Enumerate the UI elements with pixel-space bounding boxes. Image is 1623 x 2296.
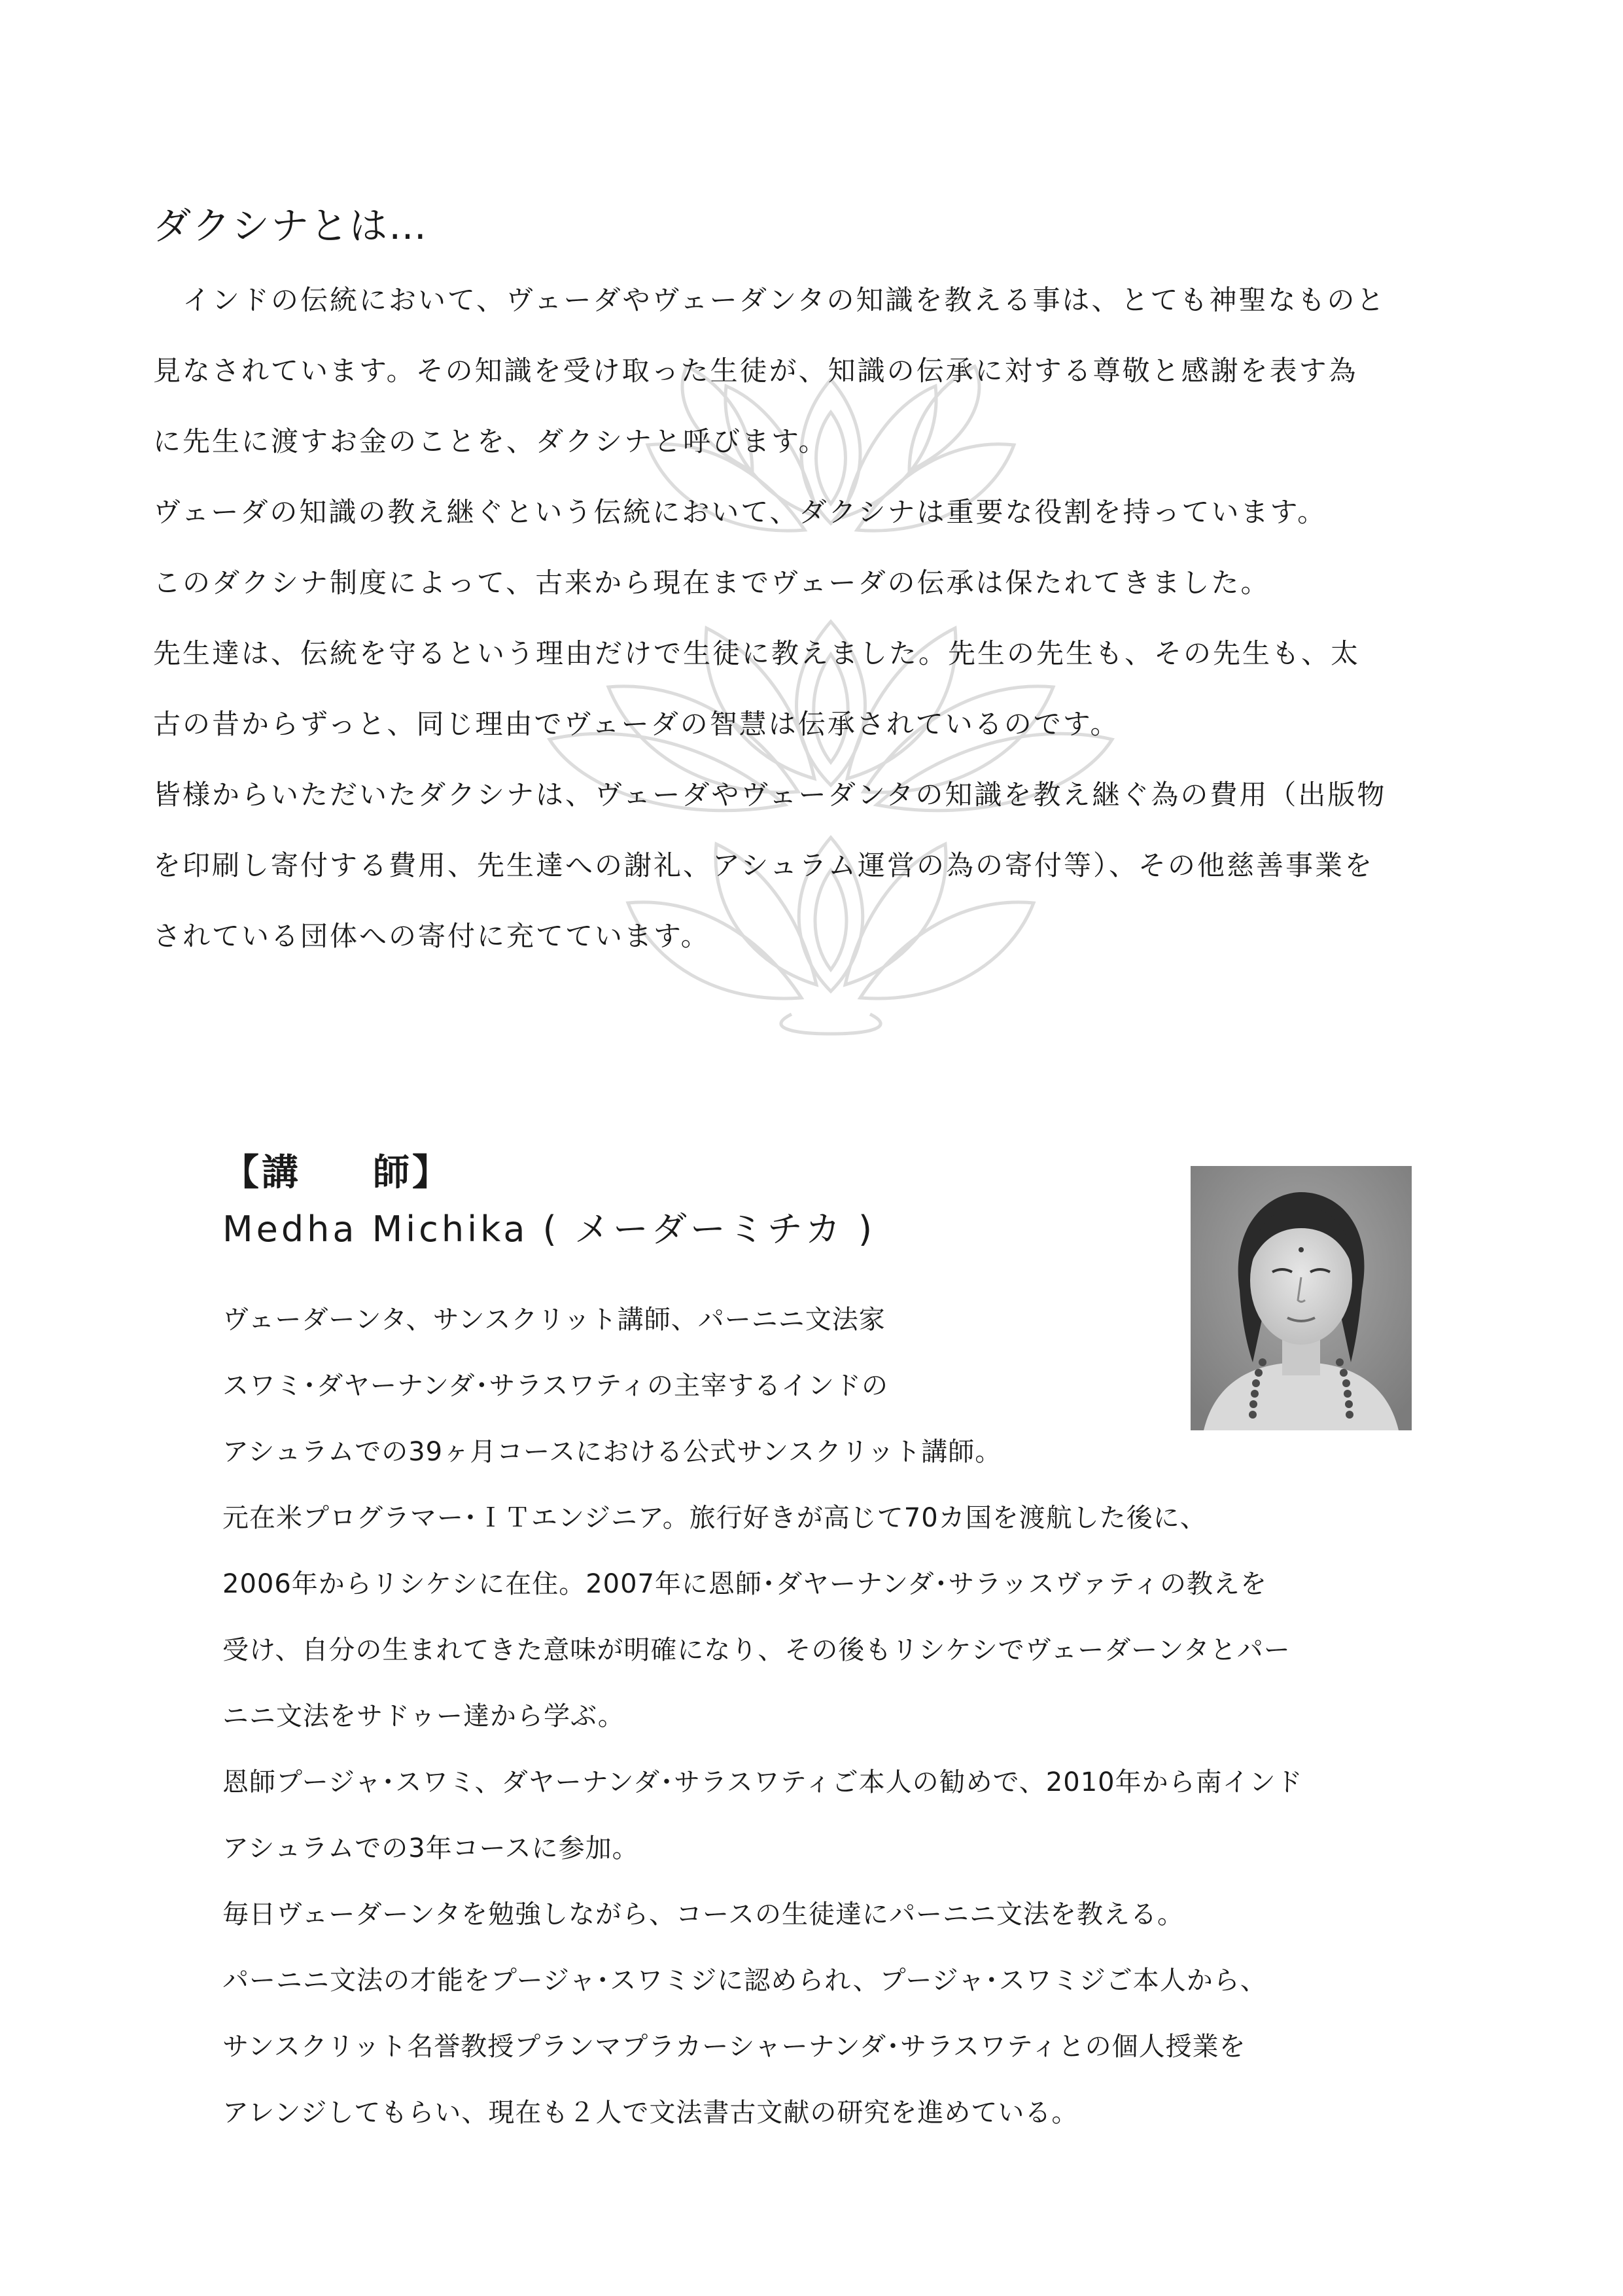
- bio-line: 恩師プージャ･スワミ、ダヤーナンダ･サラスワティご本人の勧めで、2010年から南インド: [222, 1767, 1303, 1797]
- dakshina-line: 先生達は、伝統を守るという理由だけで生徒に教えました。先生の先生も、その先生も、太: [153, 637, 1361, 669]
- portrait-icon: [1191, 1166, 1412, 1430]
- dakshina-body: [153, 265, 1488, 972]
- bio-line: サンスクリット名誉教授プランマプラカーシャーナンダ･サラスワティとの個人授業を: [222, 2032, 1246, 2062]
- dakshina-line: このダクシナ制度によって、古来から現在までヴェーダの伝承は保たれてきました。: [153, 567, 1270, 599]
- bio-line: 受け、自分の生まれてきた意味が明確になり、その後もリシケシでヴェーダーンタとパー: [222, 1635, 1291, 1665]
- bio-line: 毎日ヴェーダーンタを勉強しながら、コースの生徒達にパーニニ文法を教える。: [222, 1899, 1184, 1930]
- teacher-photo: [1191, 1166, 1412, 1430]
- dakshina-line: 見なされています。その知識を受け取った生徒が、知識の伝承に対する尊敬と感謝を表す為: [153, 355, 1358, 387]
- bio-line: パーニニ文法の才能をプージャ･スワミジに認められ、プージャ･スワミジご本人から、: [222, 1966, 1267, 1996]
- bio-line: スワミ･ダヤーナンダ･サラスワティの主宰するインドの: [222, 1371, 888, 1401]
- dakshina-line: を印刷し寄付する費用、先生達への謝礼、アシュラム運営の為の寄付等）、その他慈善事業を: [153, 849, 1374, 881]
- bio-line: ニニ文法をサドゥー達から学ぶ。: [222, 1701, 625, 1731]
- dakshina-line: に先生に渡すお金のことを、ダクシナと呼びます。: [153, 425, 828, 457]
- dakshina-line: ヴェーダの知識の教え継ぐという伝統において、ダクシナは重要な役割を持っています。: [153, 496, 1327, 528]
- dakshina-line: 古の昔からずっと、同じ理由でヴェーダの智慧は伝承されているのです。: [153, 708, 1120, 740]
- teacher-name: Medha Michika ( メーダーミチカ ): [222, 1209, 876, 1250]
- dakshina-line: 皆様からいただいたダクシナは、ヴェーダやヴェーダンタの知識を教え継ぐ為の費用（出版物: [153, 779, 1387, 811]
- bio-line: アシュラムでの3年コースに参加。: [222, 1833, 639, 1863]
- bio-line: 2006年からリシケシに在住。2007年に恩師･ダヤーナンダ･サラッスヴァティの教えを: [222, 1569, 1267, 1599]
- teacher-heading-close: 師】: [373, 1152, 451, 1194]
- bio-line: アシュラムでの39ヶ月コースにおける公式サンスクリット講師。: [222, 1437, 1002, 1467]
- bio-line: ヴェーダーンタ、サンスクリット講師、パーニニ文法家: [222, 1305, 886, 1335]
- bio-line: アレンジしてもらい、現在も２人で文法書古文献の研究を進めている。: [222, 2098, 1079, 2128]
- dakshina-line: されている団体への寄付に充てています。: [153, 920, 710, 952]
- bio-line: 元在米プログラマー･ＩＴエンジニア。旅行好きが高じて70カ国を渡航した後に、: [222, 1503, 1207, 1533]
- dakshina-line: インドの伝統において、ヴェーダやヴェーダンタの知識を教える事は、とても神聖なものと: [153, 284, 1386, 316]
- dakshina-title: ダクシナとは…: [153, 203, 428, 248]
- teacher-heading-open: 【講: [222, 1152, 301, 1194]
